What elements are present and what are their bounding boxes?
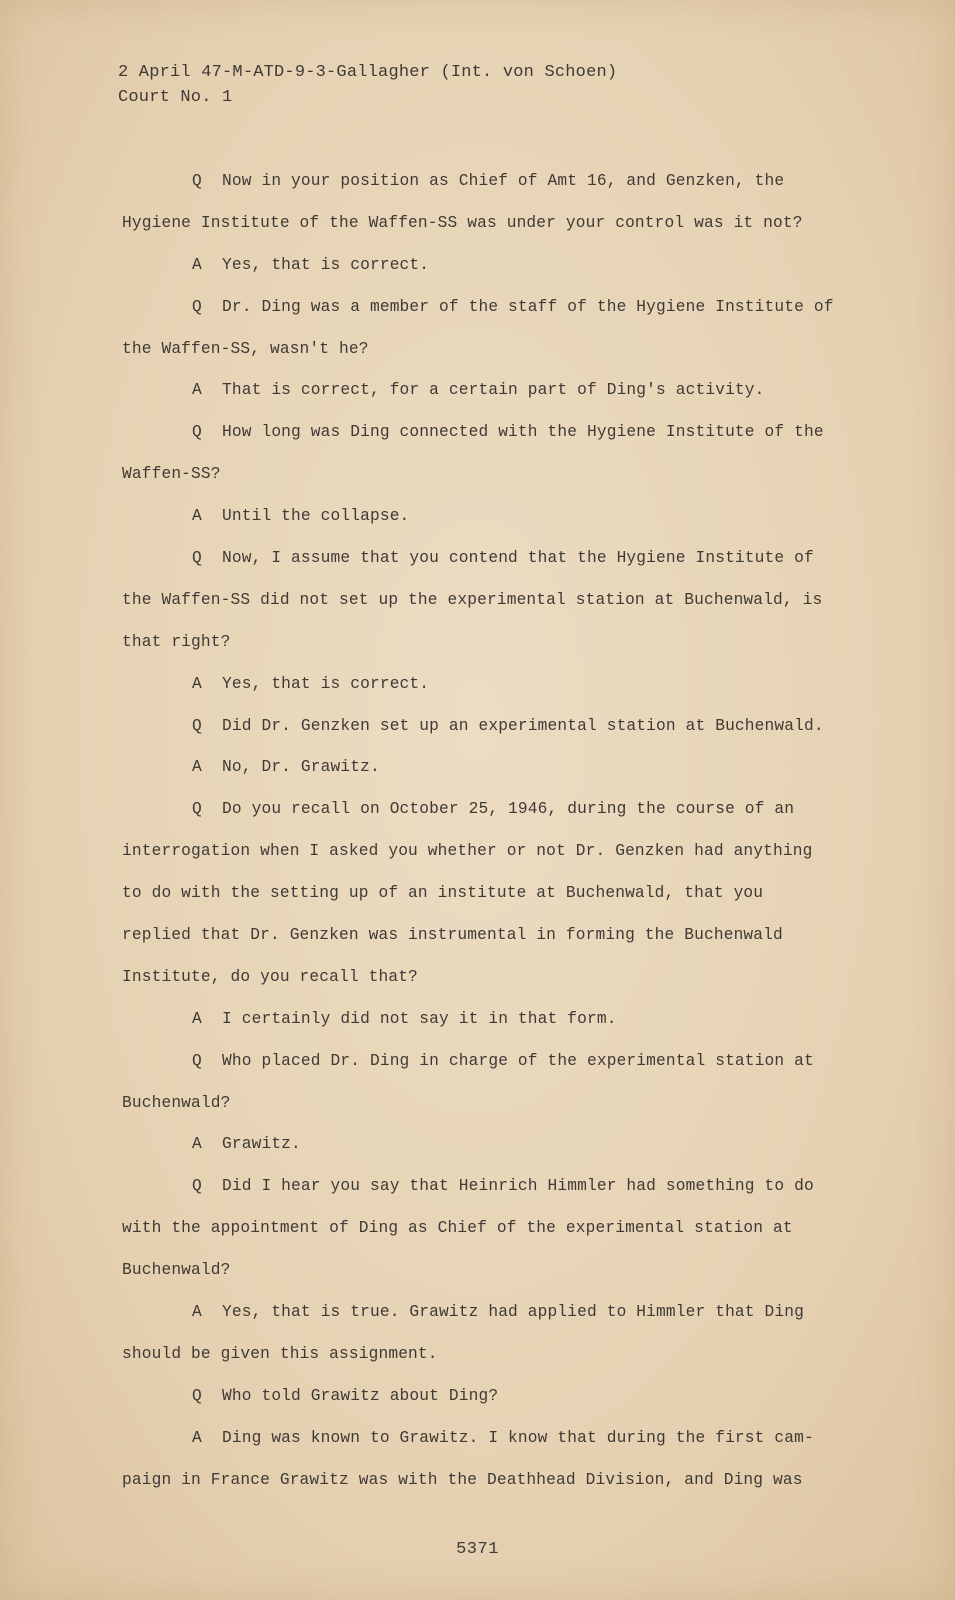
transcript-line-question: [122, 706, 862, 748]
transcript-text: No, Dr. Grawitz.: [222, 758, 380, 777]
speaker-tag: Q: [192, 549, 202, 568]
speaker-tag: Q: [192, 1051, 202, 1070]
transcript-line-question: [122, 1376, 862, 1418]
speaker-tag: A: [192, 255, 202, 274]
speaker-tag: A: [192, 507, 202, 526]
transcript-line-question: [122, 538, 862, 580]
transcript-text: Yes, that is true. Grawitz had applied to Himmler that Ding: [222, 1303, 804, 1322]
transcript-text: How long was Ding connected with the Hygiene Institute of the: [222, 423, 824, 442]
transcript-text: Who placed Dr. Ding in charge of the experimental station at: [222, 1051, 814, 1070]
speaker-tag: A: [192, 1303, 202, 1322]
transcript-line-answer: [122, 1292, 862, 1334]
speaker-tag: Q: [192, 297, 202, 316]
transcript-text: Ding was known to Grawitz. I know that during the first cam-: [222, 1428, 814, 1447]
transcript-text: Did Dr. Genzken set up an experimental station at Buchenwald.: [222, 716, 824, 735]
speaker-tag: Q: [192, 172, 202, 190]
speaker-tag: A: [192, 381, 202, 400]
transcript-continuation-line: the Waffen-SS did not set up the experimental station at Buchenwald, is: [122, 590, 823, 609]
speaker-tag: A: [192, 1428, 202, 1447]
page-number: 5371: [456, 1540, 499, 1559]
speaker-tag: A: [192, 1135, 202, 1154]
speaker-tag: Q: [192, 423, 202, 442]
transcript-line-answer: [122, 496, 862, 538]
transcript-line-question: [122, 161, 862, 203]
transcript-line-answer: [122, 1124, 862, 1166]
transcript-line-answer: [122, 999, 862, 1041]
transcript-line-question: [122, 789, 862, 831]
speaker-tag: A: [192, 758, 202, 777]
transcript-line-answer: [122, 370, 862, 412]
header-line-1: 2 April 47-M-ATD-9-3-Gallagher (Int. von Schoen): [118, 63, 618, 82]
transcript-line-answer: [122, 664, 862, 706]
header-line-2: Court No. 1: [118, 88, 233, 107]
speaker-tag: A: [192, 1009, 202, 1028]
transcript-continuation-line: replied that Dr. Genzken was instrumental in forming the Buchenwald: [122, 926, 783, 945]
transcript-line-answer: [122, 1418, 862, 1460]
speaker-tag: A: [192, 674, 202, 693]
transcript-text: Now in your position as Chief of Amt 16, and Genzken, the: [222, 172, 785, 190]
transcript-text: Do you recall on October 25, 1946, during the course of an: [222, 800, 795, 819]
transcript-body: [122, 161, 862, 1502]
transcript-text: That is correct, for a certain part of Ding's activity.: [222, 381, 765, 400]
document-header: [118, 60, 617, 110]
speaker-tag: Q: [192, 1177, 202, 1196]
transcript-line-answer: [122, 245, 862, 287]
transcript-text: Dr. Ding was a member of the staff of the Hygiene Institute of: [222, 297, 834, 316]
transcript-continuation-line: the Waffen-SS, wasn't he?: [122, 339, 369, 358]
transcript-continuation-line: Institute, do you recall that?: [122, 967, 418, 986]
transcript-text: Yes, that is correct.: [222, 255, 430, 274]
transcript-text: Did I hear you say that Heinrich Himmler had something to do: [222, 1177, 814, 1196]
transcript-continuation-line: Hygiene Institute of the Waffen-SS was under your control was it not?: [122, 213, 803, 232]
transcript-text: Grawitz.: [222, 1135, 301, 1154]
speaker-tag: Q: [192, 1386, 202, 1405]
transcript-text: Now, I assume that you contend that the Hygiene Institute of: [222, 549, 814, 568]
transcript-continuation-line: with the appointment of Ding as Chief of the experimental station at: [122, 1219, 793, 1238]
transcript-continuation-line: should be given this assignment.: [122, 1344, 438, 1363]
transcript-text: Who told Grawitz about Ding?: [222, 1386, 499, 1405]
transcript-line-question: [122, 287, 862, 329]
transcript-continuation-line: that right?: [122, 632, 231, 651]
transcript-text: Until the collapse.: [222, 507, 410, 526]
transcript-line-question: [122, 412, 862, 454]
speaker-tag: Q: [192, 800, 202, 819]
transcript-text: Yes, that is correct.: [222, 674, 430, 693]
transcript-continuation-line: Buchenwald?: [122, 1261, 231, 1280]
transcript-line-answer: [122, 747, 862, 789]
transcript-continuation-line: paign in France Grawitz was with the Deathhead Division, and Ding was: [122, 1470, 803, 1489]
transcript-continuation-line: to do with the setting up of an institute at Buchenwald, that you: [122, 884, 764, 903]
transcript-text: I certainly did not say it in that form.: [222, 1009, 617, 1028]
transcript-continuation-line: interrogation when I asked you whether or not Dr. Genzken had anything: [122, 842, 813, 861]
transcript-continuation-line: Waffen-SS?: [122, 465, 221, 484]
transcript-continuation-line: Buchenwald?: [122, 1093, 231, 1112]
transcript-line-question: [122, 1041, 862, 1083]
transcript-line-question: [122, 1166, 862, 1208]
speaker-tag: Q: [192, 716, 202, 735]
